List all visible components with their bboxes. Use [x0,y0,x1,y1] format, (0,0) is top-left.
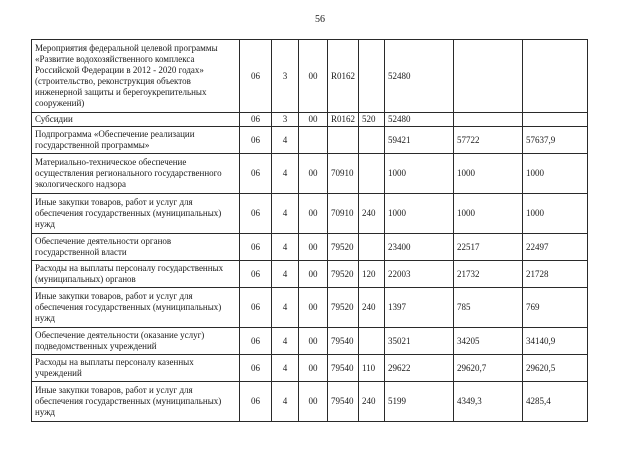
target-item-code: 79520 [328,261,359,288]
section-code: 06 [240,355,272,382]
amount-year-2 [454,40,523,113]
target-item-code: 79520 [328,234,359,261]
row-name: Иные закупки товаров, работ и услуг для обеспечения государственных (муниципальных) нужд [32,288,240,328]
amount-year-1: 59421 [385,127,454,154]
amount-year-3: 769 [523,288,588,328]
amount-year-1: 52480 [385,40,454,113]
program-code: 00 [299,261,328,288]
row-name: Обеспечение деятельности (оказание услуг) подведомственных учреждений [32,328,240,355]
amount-year-3: 34140,9 [523,328,588,355]
row-name: Иные закупки товаров, работ и услуг для обеспечения государственных (муниципальных) нужд [32,194,240,234]
table-row [32,288,588,328]
amount-year-3 [523,113,588,127]
section-code: 06 [240,194,272,234]
target-item-code: 70910 [328,154,359,194]
program-code [299,127,328,154]
page-number: 56 [315,14,325,25]
expense-type-code: 240 [359,288,385,328]
table-row [32,40,588,113]
subsection-code: 4 [272,328,299,355]
expense-type-code [359,234,385,261]
section-code: 06 [240,234,272,261]
expense-type-code: 240 [359,382,385,422]
section-code: 06 [240,154,272,194]
amount-year-2: 22517 [454,234,523,261]
amount-year-3: 21728 [523,261,588,288]
amount-year-2 [454,113,523,127]
amount-year-2: 29620,7 [454,355,523,382]
section-code: 06 [240,40,272,113]
table-row [32,154,588,194]
subsection-code: 4 [272,194,299,234]
subsection-code: 4 [272,234,299,261]
program-code: 00 [299,234,328,261]
amount-year-1: 1000 [385,194,454,234]
table-row [32,355,588,382]
row-name: Субсидии [32,113,240,127]
section-code: 06 [240,328,272,355]
table-row [32,234,588,261]
table-row [32,261,588,288]
amount-year-3: 1000 [523,154,588,194]
amount-year-3: 1000 [523,194,588,234]
section-code: 06 [240,261,272,288]
row-name: Расходы на выплаты персоналу государственных (муниципальных) органов [32,261,240,288]
budget-table [31,39,588,422]
expense-type-code [359,40,385,113]
subsection-code: 3 [272,113,299,127]
subsection-code: 4 [272,288,299,328]
program-code: 00 [299,40,328,113]
amount-year-3 [523,40,588,113]
expense-type-code: 520 [359,113,385,127]
target-item-code [328,127,359,154]
target-item-code: 79520 [328,288,359,328]
target-item-code: 79540 [328,328,359,355]
row-name: Расходы на выплаты персоналу казенных учреждений [32,355,240,382]
target-item-code: 70910 [328,194,359,234]
amount-year-2: 4349,3 [454,382,523,422]
amount-year-2: 57722 [454,127,523,154]
row-name: Иные закупки товаров, работ и услуг для обеспечения государственных (муниципальных) нужд [32,382,240,422]
subsection-code: 4 [272,127,299,154]
program-code: 00 [299,154,328,194]
program-code: 00 [299,328,328,355]
amount-year-1: 1397 [385,288,454,328]
table-body [32,40,588,422]
expense-type-code [359,154,385,194]
expense-type-code: 120 [359,261,385,288]
row-name: Обеспечение деятельности органов государственной власти [32,234,240,261]
program-code: 00 [299,382,328,422]
section-code: 06 [240,113,272,127]
expense-type-code: 110 [359,355,385,382]
amount-year-3: 22497 [523,234,588,261]
program-code: 00 [299,288,328,328]
section-code: 06 [240,382,272,422]
amount-year-2: 21732 [454,261,523,288]
amount-year-3: 57637,9 [523,127,588,154]
amount-year-3: 29620,5 [523,355,588,382]
amount-year-1: 35021 [385,328,454,355]
target-item-code: 79540 [328,355,359,382]
table-row [32,194,588,234]
row-name: Мероприятия федеральной целевой программы «Развитие водохозяйственного комплекса Российской Федерации в 2012 - 2020 годах» (строительство, реконструкция объектов инженерной защиты и берегоукрепительных сооружений) [32,40,240,113]
amount-year-2: 785 [454,288,523,328]
amount-year-1: 5199 [385,382,454,422]
program-code: 00 [299,194,328,234]
subsection-code: 4 [272,355,299,382]
program-code: 00 [299,355,328,382]
subsection-code: 4 [272,382,299,422]
amount-year-1: 23400 [385,234,454,261]
row-name: Материально-техническое обеспечение осуществления регионального государственного экологического надзора [32,154,240,194]
table-row [32,382,588,422]
subsection-code: 4 [272,154,299,194]
table-row [32,127,588,154]
table-row [32,328,588,355]
section-code: 06 [240,127,272,154]
target-item-code: 79540 [328,382,359,422]
expense-type-code [359,328,385,355]
table-row [32,113,588,127]
program-code: 00 [299,113,328,127]
subsection-code: 4 [272,261,299,288]
amount-year-2: 1000 [454,154,523,194]
expense-type-code: 240 [359,194,385,234]
amount-year-3: 4285,4 [523,382,588,422]
amount-year-1: 52480 [385,113,454,127]
section-code: 06 [240,288,272,328]
amount-year-2: 34205 [454,328,523,355]
amount-year-1: 29622 [385,355,454,382]
target-item-code: R0162 [328,113,359,127]
target-item-code: R0162 [328,40,359,113]
amount-year-2: 1000 [454,194,523,234]
amount-year-1: 22003 [385,261,454,288]
expense-type-code [359,127,385,154]
subsection-code: 3 [272,40,299,113]
amount-year-1: 1000 [385,154,454,194]
row-name: Подпрограмма «Обеспечение реализации государственной программы» [32,127,240,154]
